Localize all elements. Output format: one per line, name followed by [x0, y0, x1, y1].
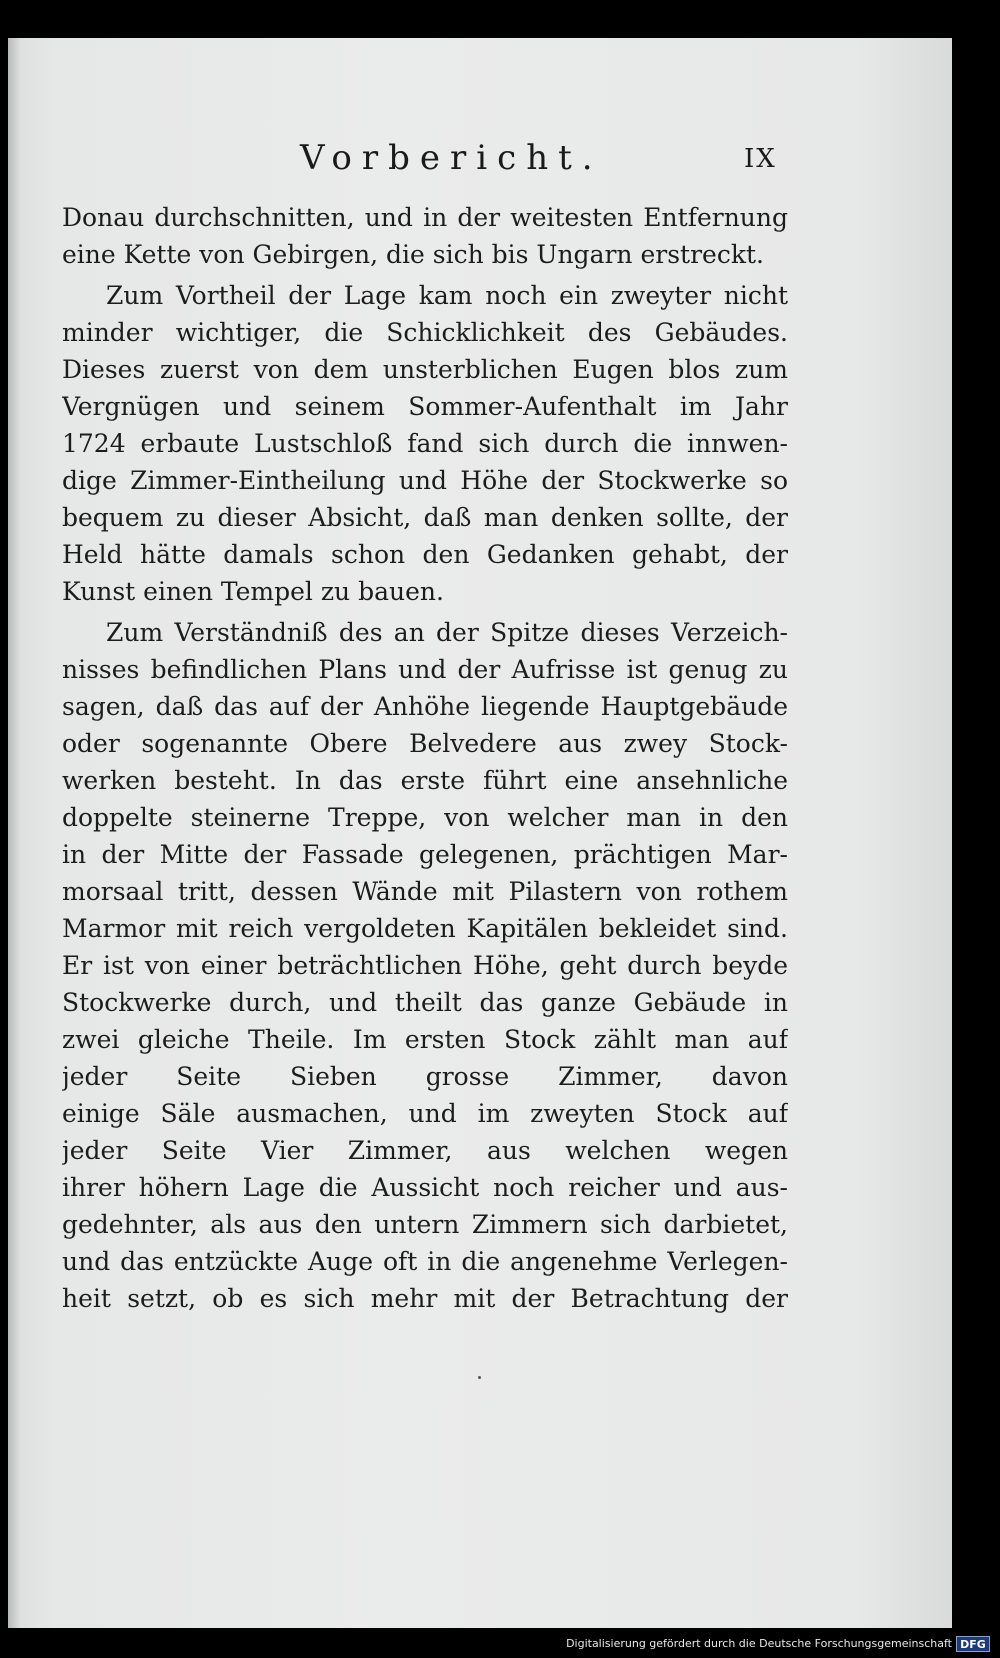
text-line: gedehnter, als aus den untern Zimmern sich darbietet,: [62, 1210, 788, 1239]
text-line: Held hätte damals schon den Gedanken gehabt, der: [62, 540, 788, 569]
text-line: dige Zimmer-Eintheilung und Höhe der Stockwerke so: [62, 466, 788, 495]
text-line: heit setzt, ob es sich mehr mit der Betrachtung der: [62, 1284, 788, 1313]
text-line: Dieses zuerst von dem unsterblichen Eugen blos zum: [62, 355, 788, 384]
text-line: Stockwerke durch, und theilt das ganze Gebäude in: [62, 988, 788, 1017]
text-line: Marmor mit reich vergoldeten Kapitälen bekleidet sind.: [62, 914, 788, 943]
text-line: werken besteht. In das erste führt eine ansehnliche: [62, 766, 788, 795]
text-line: Donau durchschnitten, und in der weitesten Entfernung: [62, 203, 788, 232]
funding-credit: Digitalisierung gefördert durch die Deutsche Forschungsgemeinschaft: [566, 1637, 952, 1650]
text-line: Er ist von einer beträchtlichen Höhe, geht durch beyde: [62, 951, 788, 980]
text-line: 1724 erbaute Lustschloß fand sich durch die innwen-: [62, 429, 788, 458]
text-line: Zum Verständniß des an der Spitze dieses Verzeich-: [106, 618, 788, 647]
text-line: minder wichtiger, die Schicklichkeit des Gebäudes.: [62, 318, 788, 347]
text-line: bequem zu dieser Absicht, daß man denken sollte, der: [62, 503, 788, 532]
text-line: morsaal tritt, dessen Wände mit Pilastern von rothem: [62, 877, 788, 906]
page-number: IX: [744, 144, 777, 174]
text-line: und das entzückte Auge oft in die angenehme Verlegen-: [62, 1247, 788, 1276]
body-text: [62, 199, 788, 1317]
text-line: jeder Seite Sieben grosse Zimmer, davon: [62, 1062, 788, 1091]
text-line: doppelte steinerne Treppe, von welcher man in den: [62, 803, 788, 832]
text-line: jeder Seite Vier Zimmer, aus welchen wegen: [62, 1136, 788, 1165]
text-line: oder sogenannte Obere Belvedere aus zwey Stock-: [62, 729, 788, 758]
viewer-footer: [0, 1628, 1000, 1658]
dfg-logo-icon: DFG: [956, 1636, 990, 1652]
text-line: sagen, daß das auf der Anhöhe liegende Hauptgebäude: [62, 692, 788, 721]
text-line: Zum Vortheil der Lage kam noch ein zweyter nicht: [106, 281, 788, 310]
text-line: einige Säle ausmachen, und im zweyten Stock auf: [62, 1099, 788, 1128]
text-line: nisses befindlichen Plans und der Aufrisse ist genug zu: [62, 655, 788, 684]
text-line: zwei gleiche Theile. Im ersten Stock zählt man auf: [62, 1025, 788, 1054]
text-line: in der Mitte der Fassade gelegenen, prächtigen Mar-: [62, 840, 788, 869]
text-line: Vergnügen und seinem Sommer-Aufenthalt im Jahr: [62, 392, 788, 421]
text-line: ihrer höhern Lage die Aussicht noch reicher und aus-: [62, 1173, 788, 1202]
page-gutter-edge: [8, 38, 20, 1628]
text-line: eine Kette von Gebirgen, die sich bis Ungarn erstreckt.: [62, 240, 764, 269]
paper-speck: [478, 1376, 481, 1379]
text-line: Kunst einen Tempel zu bauen.: [62, 577, 444, 606]
running-head: Vorbericht.: [300, 138, 603, 178]
